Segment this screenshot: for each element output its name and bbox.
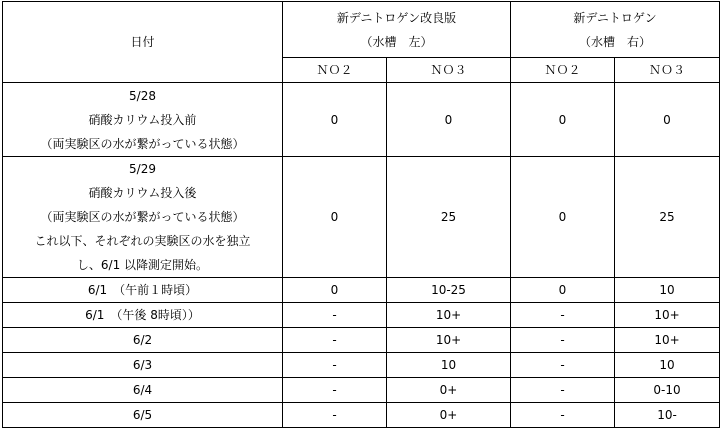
table-row — [3, 353, 720, 378]
value-cell: 10-25 — [387, 278, 511, 303]
value-cell: - — [511, 353, 615, 378]
value-cell: 0 — [511, 83, 615, 157]
value-cell: 0 — [283, 278, 387, 303]
group-left-title: 新デニトロゲン改良版 — [336, 10, 457, 25]
value-cell: 10+ — [387, 328, 511, 353]
group-header-left — [283, 2, 511, 58]
value-cell: - — [283, 378, 387, 403]
value-cell: 10 — [387, 353, 511, 378]
date-line: （両実験区の水が繋がっている状態） — [40, 210, 245, 224]
subcolumn-header: ＮＯ２ — [511, 58, 615, 83]
value-cell: 0 — [615, 83, 720, 157]
group-right-title: 新デニトロゲン — [573, 10, 657, 25]
date-cell: 6/4 — [3, 378, 283, 403]
value-cell: 0+ — [387, 378, 511, 403]
date-line: 硝酸カリウム投入後 — [88, 186, 197, 200]
value-cell: 0 — [387, 83, 511, 157]
group-left-subtitle: （水槽 左） — [360, 34, 433, 49]
date-line: 硝酸カリウム投入前 — [88, 112, 197, 127]
nitrate-measurement-table — [2, 1, 720, 428]
date-cell — [3, 157, 283, 278]
value-cell: 0 — [283, 157, 387, 278]
subcolumn-header: ＮＯ３ — [387, 58, 511, 83]
subcolumn-header: ＮＯ３ — [615, 58, 720, 83]
date-cell: 6/5 — [3, 403, 283, 428]
value-cell: 10+ — [615, 328, 720, 353]
date-line: （両実験区の水が繋がっている状態） — [40, 136, 245, 151]
date-cell: 6/1 （午後 8時頃）） — [3, 303, 283, 328]
value-cell: 10- — [615, 403, 720, 428]
value-cell: - — [283, 353, 387, 378]
value-cell: 0+ — [387, 403, 511, 428]
value-cell: - — [511, 328, 615, 353]
value-cell: 10+ — [615, 303, 720, 328]
value-cell: 0-10 — [615, 378, 720, 403]
date-line: し、6/1 以降測定開始。 — [76, 258, 209, 272]
value-cell: 0 — [511, 278, 615, 303]
table-row — [3, 328, 720, 353]
table-row — [3, 378, 720, 403]
table-row — [3, 403, 720, 428]
value-cell: - — [283, 303, 387, 328]
value-cell: 25 — [387, 157, 511, 278]
value-cell: 10+ — [387, 303, 511, 328]
header-row — [3, 2, 720, 58]
group-header-right — [511, 2, 720, 58]
table-row — [3, 83, 720, 157]
value-cell: - — [283, 403, 387, 428]
value-cell: 0 — [283, 83, 387, 157]
group-right-subtitle: （水槽 右） — [578, 34, 651, 49]
value-cell: 0 — [511, 157, 615, 278]
date-cell: 6/2 — [3, 328, 283, 353]
date-line: 5/29 — [129, 162, 156, 176]
date-line: これ以下、それぞれの実験区の水を独立 — [34, 234, 251, 248]
value-cell: - — [511, 303, 615, 328]
value-cell: 25 — [615, 157, 720, 278]
value-cell: 10 — [615, 278, 720, 303]
value-cell: - — [511, 403, 615, 428]
value-cell: - — [283, 328, 387, 353]
table-row — [3, 157, 720, 278]
date-line: 5/28 — [129, 88, 156, 103]
date-cell — [3, 83, 283, 157]
date-column-header: 日付 — [3, 2, 283, 83]
table-row — [3, 303, 720, 328]
date-cell: 6/1 （午前１時頃） — [3, 278, 283, 303]
table-row — [3, 278, 720, 303]
date-cell: 6/3 — [3, 353, 283, 378]
value-cell: - — [511, 378, 615, 403]
subcolumn-header: ＮＯ２ — [283, 58, 387, 83]
value-cell: 10 — [615, 353, 720, 378]
